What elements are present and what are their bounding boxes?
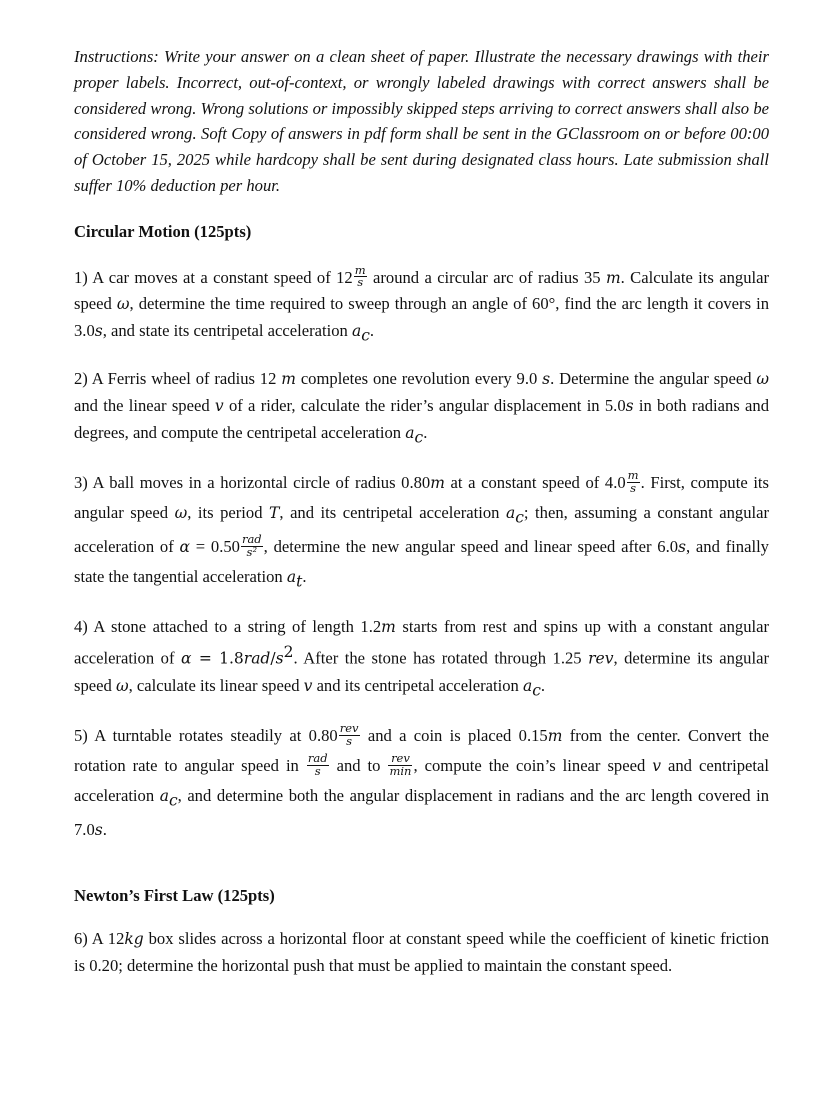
instructions-paragraph: Instructions: Write your answer on a clean sheet of paper. Illustrate the necessary drawings with their proper labels. Incorrect, out-of-context, or wrongly labeled drawings with correct answers shall be considered wrong. Wrong solutions or impossibly skipped steps arriving to correct answers shall also be considered wrong. Soft Copy of answers in pdf form shall be sent in the GClassroom on or before 00:00 of October 15, 2025 while hardcopy shall be sent during designated class hours. Late submission shall suffer 10% deduction per hour.: [74, 47, 769, 195]
question-5: 5) A turntable rotates steadily at 0.80 $\frac{\text{rev}}{s}$ and a coin is placed 0.15m from the center. Convert the rotation rate to angular speed in $\frac{\text{rad}}{s}$ and to $\frac{\text{rev}}{\min}$ , compute the coin’s linear speed v and centripetal acceleration $a_c$, and determine both the angular displacement in radians and the arc length covered in 7.0s.: [74, 721, 770, 840]
fraction-m-per-s: $\frac{m}{s}$: [354, 262, 366, 290]
question-4: 4) A stone attached to a string of length 1.2m starts from rest and spins up with a constant angular acceleration of $\alpha = 1.8rad/s^2$. After the stone has rotated through 1.25 rev, determine its angular speed ω, calculate its linear speed v and its centripetal acceleration $a_c$.: [74, 616, 769, 700]
question-3: 3) A ball moves in a horizontal circle of radius 0.80m at a constant speed of 4.0 $\frac{m}{s}$ . First, compute its angular speed ω, its period T, and its centripetal acceleration $a_c$; then, assuming a constant angular acceleration of α = 0.50 $\frac{\text{rad}}{\text{s²}}$ , determine the new angular speed and linear speed after 6.0s, and finally state the tangential acceleration $a_t$.: [74, 468, 769, 591]
fraction-rev-per-s: $\frac{\text{rev}}{s}$: [339, 721, 359, 748]
question-1: 1) A car moves at a constant speed of 12 $\frac{m}{s}$ around a circular arc of radius 35 m. Calculate its angular speed ω, determine the time required to sweep through an angle of 60°, find the arc length it covers in 3.0s, and state its centripetal acceleration $a_c$.: [74, 262, 769, 345]
section-heading-newtons-first-law: Newton’s First Law (125pts): [74, 886, 275, 906]
question-2: 2) A Ferris wheel of radius 12 m completes one revolution every 9.0 s. Determine the angular speed ω and the linear speed v of a rider, calculate the rider’s angular displacement in 5.0s in both radians and degrees, and compute the centripetal acceleration $a_c$.: [74, 369, 769, 447]
fraction-m-per-s: $\frac{m}{s}$: [627, 468, 639, 495]
fraction-rad-per-s: $\frac{\text{rad}}{s}$: [307, 751, 328, 778]
worksheet-page: [74, 44, 769, 979]
fraction-rev-per-min: $\frac{\text{rev}}{\min}$: [389, 751, 412, 778]
fraction-rad-per-s2: $\frac{\text{rad}}{\text{s²}}$: [241, 532, 262, 559]
question-6: 6) A 12kg box slides across a horizontal floor at constant speed while the coefficient of kinetic friction is 0.20; determine the horizontal push that must be applied to maintain the constant speed.: [74, 928, 769, 975]
section-heading-circular-motion: Circular Motion (125pts): [74, 221, 252, 241]
